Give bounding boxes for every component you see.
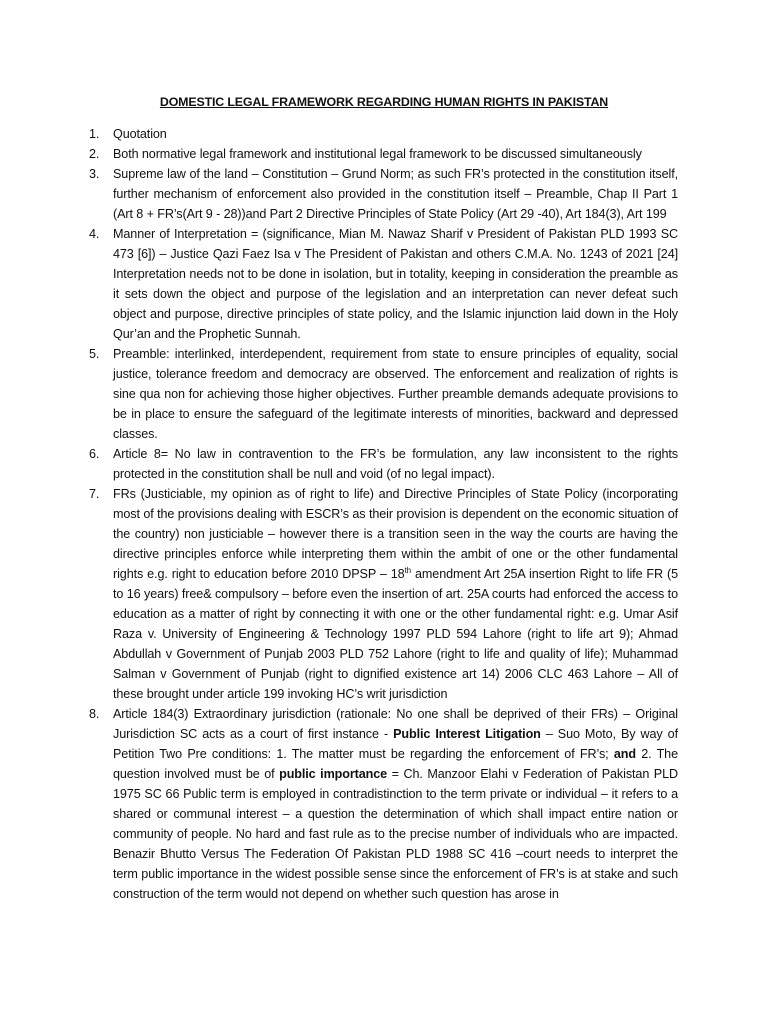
list-item-text xyxy=(113,167,678,221)
list-item-text xyxy=(113,347,678,441)
text-segment: Manner of Interpretation = (significance, Mian M. Nawaz Sharif v President of Pakistan PLD 1993 SC 473 [6]) – Justice Qazi Faez Isa v The President of Pakistan and others C.M.A. No. 1243 of 2021 [24] Interpretation needs not to be done in isolation, but in totality, keeping in consideration the preamble as it sets down the object and purpose of the legislation and an interpretation can never defeat such object and purpose, directive principles of state policy, and the Islamic injunction laid down in the Holy Qur’an and the Prophetic Sunnah. xyxy=(113,227,678,341)
superscript-text: th xyxy=(404,565,412,575)
list-item xyxy=(86,444,678,484)
text-segment: amendment Art 25A insertion Right to life FR (5 to 16 years) free& compulsory – before even the insertion of art. 25A courts had enforced the access to education as a matter of right by connecting it with one or the other fundamental right: e.g. Umar Asif Raza v. University of Engineering & Technology 1997 PLD 594 Lahore (right to life art 9); Ahmad Abdullah v Government of Punjab 2003 PLD 752 Lahore (right to life and quality of life); Muhammad Salman v Government of Punjab (right to dignified existence art 14) 2006 CLC 463 Lahore – All of these brought under article 199 invoking HC’s writ jurisdiction xyxy=(113,567,678,701)
text-segment: 2. The question involved must be of xyxy=(113,747,678,781)
list-item xyxy=(86,164,678,224)
text-segment: = Ch. Manzoor Elahi v Federation of Pakistan PLD 1975 SC 66 Public term is employed in contradistinction to the term private or individual – it refers to a shared or communal interest – a question the determination of which shall impact entire nation or community of people. No hard and fast rule as to the precise number of individuals who are impacted. Benazir Bhutto Versus The Federation Of Pakistan PLD 1988 SC 416 –court needs to interpret the term public importance in the widest possible sense since the enforcement of FR’s is at stake and such construction of the term would not depend on whether such question has arose in xyxy=(113,767,679,901)
list-item-number: 7. xyxy=(89,487,100,501)
bold-text: public importance xyxy=(279,767,388,781)
list-item-number: 2. xyxy=(89,147,100,161)
text-segment: – Suo Moto, By way of Petition Two Pre conditions: 1. The matter must be regarding the enforcement of FR’s; xyxy=(113,727,678,761)
list-item-text xyxy=(113,707,678,901)
text-segment: Preamble: interlinked, interdependent, requirement from state to ensure principles of equality, social justice, tolerance freedom and democracy are observed. The enforcement and realization of rights is sine qua non for achieving those higher objectives. Further preamble demands adequate provisions to be in place to ensure the safeguard of the legitimate interests of minorities, backward and depressed classes. xyxy=(113,347,678,441)
text-segment: Article 184(3) Extraordinary jurisdiction (rationale: No one shall be deprived of their FRs) – Original Jurisdiction SC acts as a court of first instance - xyxy=(113,707,678,741)
text-segment: Both normative legal framework and institutional legal framework to be discussed simultaneously xyxy=(113,147,642,161)
list-item-text xyxy=(113,127,167,141)
list-item-number: 6. xyxy=(89,447,100,461)
bold-text: Public Interest Litigation xyxy=(393,727,541,741)
list-item-text xyxy=(113,487,678,701)
bold-text: and xyxy=(613,747,636,761)
list-item-number: 5. xyxy=(89,347,100,361)
list-item-text xyxy=(113,147,642,161)
list-item xyxy=(86,144,678,164)
document-title: DOMESTIC LEGAL FRAMEWORK REGARDING HUMAN RIGHTS IN PAKISTAN xyxy=(159,95,609,109)
text-segment: Quotation xyxy=(113,127,167,141)
text-segment: FRs (Justiciable, my opinion as of right to life) and Directive Principles of State Policy (incorporating most of the provisions dealing with ESCR’s as their provision is dependent on the economic situation of the country) non justiciable – however there is a transition seen in the way the courts are having the directive principles enforce while interpreting them within the ambit of one or the other fundamental rights e.g. right to education before 2010 DPSP – 18 xyxy=(113,487,678,581)
list-item-number: 3. xyxy=(89,167,100,181)
list-item-text xyxy=(113,227,678,341)
numbered-list xyxy=(86,124,678,904)
list-item-number: 1. xyxy=(89,127,100,141)
list-item xyxy=(86,704,678,904)
list-item xyxy=(86,124,678,144)
text-segment: Supreme law of the land – Constitution – Grund Norm; as such FR’s protected in the constitution itself, further mechanism of enforcement also provided in the constitution itself – Preamble, Chap II Part 1 (Art 8 + FR’s(Art 9 - 28))and Part 2 Directive Principles of State Policy (Art 29 -40), Art 184(3), Art 199 xyxy=(113,167,678,221)
list-item-number: 4. xyxy=(89,227,100,241)
list-item-text xyxy=(113,447,678,481)
list-item xyxy=(86,484,678,704)
text-segment: Article 8= No law in contravention to the FR’s be formulation, any law inconsistent to the rights protected in the constitution shall be null and void (of no legal impact). xyxy=(113,447,678,481)
list-item-number: 8. xyxy=(89,707,100,721)
list-item xyxy=(86,344,678,444)
list-item xyxy=(86,224,678,344)
